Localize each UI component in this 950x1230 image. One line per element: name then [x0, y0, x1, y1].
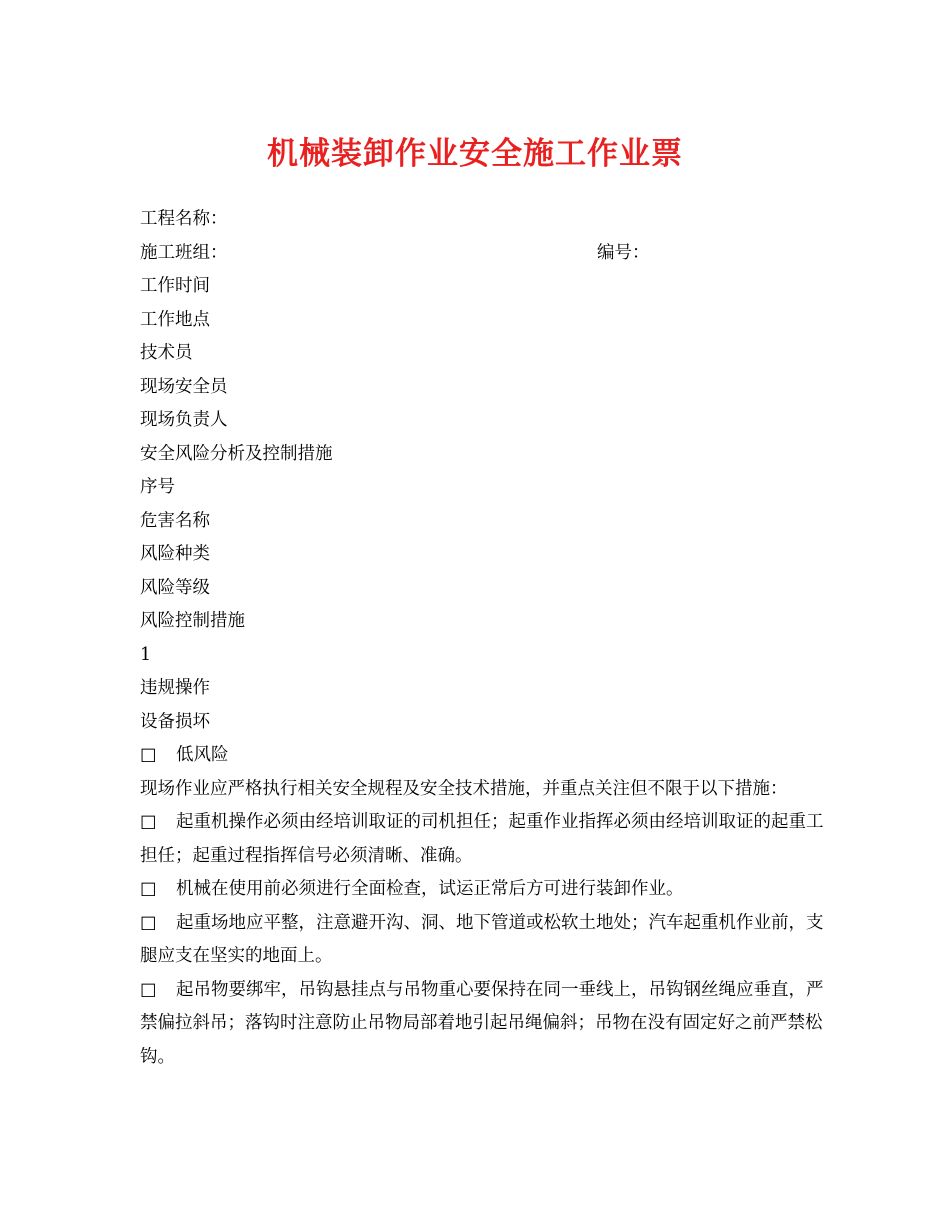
risk-level-text: 低风险: [176, 745, 229, 765]
hazard-name-label: 危害名称: [140, 510, 210, 531]
measures-intro: 现场作业应严格执行相关安全规程及安全技术措施，并重点关注但不限于以下措施：: [140, 778, 788, 799]
measure-checkbox[interactable]: □: [140, 979, 157, 1000]
measure-item: [140, 974, 830, 1075]
site-manager-label: 现场负责人: [140, 410, 228, 430]
number-field: 编号：: [597, 242, 650, 263]
work-time-label: 工作时间: [140, 276, 210, 296]
project-name-field: 工程名称：: [140, 209, 228, 229]
risk-type-value: 设备损坏: [140, 711, 210, 732]
risk-control-label: 风险控制措施: [140, 611, 245, 631]
team-field: 施工班组：: [140, 242, 228, 263]
safety-officer-label: 现场安全员: [140, 376, 228, 397]
measure-item: [140, 873, 830, 907]
measure-text: 起重场地应平整，注意避开沟、洞、地下管道或松软土地处；汽车起重机作业前，支腿应支在坚实的地面上。: [140, 912, 824, 966]
risk-type-label: 风险种类: [140, 544, 210, 564]
team-number-row: [140, 237, 830, 271]
risk-level-checkbox[interactable]: □: [140, 745, 157, 765]
serial-number-label: 序号: [140, 477, 175, 497]
document-body: [140, 203, 830, 1074]
work-location-label: 工作地点: [140, 309, 210, 330]
risk-analysis-heading: 安全风险分析及控制措施: [140, 443, 333, 464]
measure-item: [140, 907, 830, 974]
measure-text: 起吊物要绑牢，吊钩悬挂点与吊物重心要保持在同一垂线上，吊钩钢丝绳应垂直，严禁偏拉斜吊；落钩时注意防止吊物局部着地引起吊绳偏斜；吊物在没有固定好之前严禁松钩。: [140, 979, 824, 1067]
risk-level-option: [140, 739, 830, 773]
measure-checkbox[interactable]: □: [140, 812, 157, 832]
measure-checkbox[interactable]: □: [140, 879, 157, 899]
measure-item: [140, 806, 830, 873]
technician-label: 技术员: [140, 343, 193, 363]
measure-text: 机械在使用前必须进行全面检查，试运正常后方可进行装卸作业。: [176, 879, 684, 899]
risk-level-label: 风险等级: [140, 577, 210, 598]
hazard-name-value: 违规操作: [140, 678, 210, 698]
serial-number-value: 1: [140, 644, 152, 665]
measure-text: 起重机操作必须由经培训取证的司机担任；起重作业指挥必须由经培训取证的起重工担任；起重过程指挥信号必须清晰、准确。: [140, 812, 824, 866]
document-title: 机械装卸作业安全施工作业票: [267, 136, 683, 172]
measure-checkbox[interactable]: □: [140, 912, 157, 933]
